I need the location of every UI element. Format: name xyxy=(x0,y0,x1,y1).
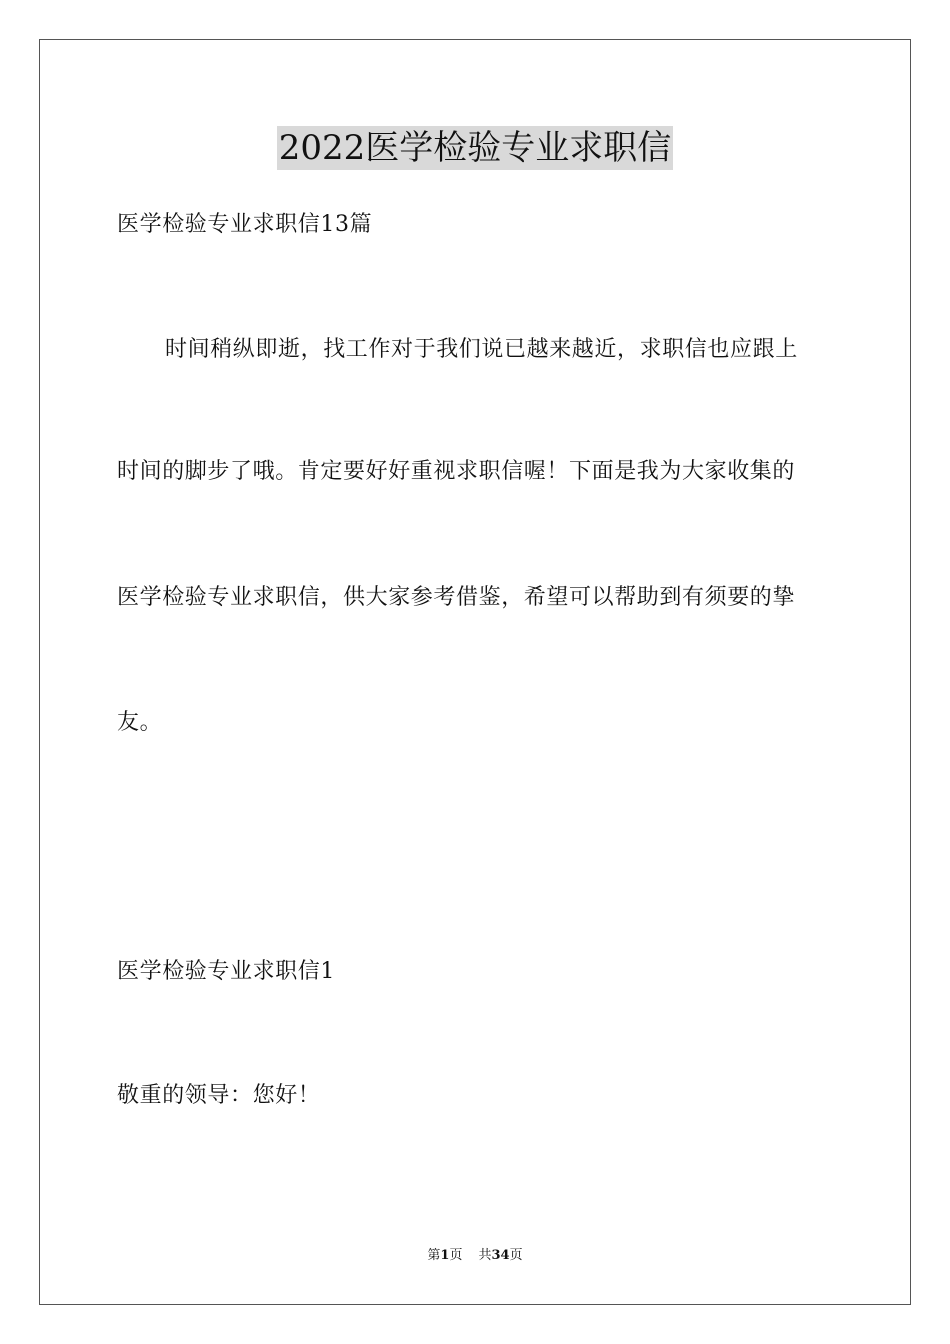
page-suffix: 页 xyxy=(449,1248,463,1263)
document-title: 2022医学检验专业求职信 xyxy=(278,128,672,168)
intro-line-3: 医学检验专业求职信，供大家参考借鉴，希望可以帮助到有须要的挚 xyxy=(117,585,796,610)
intro-line-2: 时间的脚步了哦。肯定要好好重视求职信喔！下面是我为大家收集的 xyxy=(117,459,796,484)
section-heading: 医学检验专业求职信1 xyxy=(117,959,335,984)
total-pages: 34 xyxy=(491,1248,510,1263)
intro-line-4: 友。 xyxy=(117,710,163,735)
total-suffix: 页 xyxy=(509,1248,523,1263)
total-prefix: 共 xyxy=(478,1248,492,1263)
page-footer xyxy=(0,1247,950,1265)
title-container xyxy=(0,126,950,170)
salutation: 敬重的领导：您好！ xyxy=(117,1083,321,1108)
page-number: 1 xyxy=(440,1248,450,1263)
intro-line-1: 时间稍纵即逝，找工作对于我们说已越来越近，求职信也应跟上 xyxy=(165,337,798,362)
page-prefix: 第 xyxy=(427,1248,441,1263)
document-subtitle: 医学检验专业求职信13篇 xyxy=(117,212,373,237)
